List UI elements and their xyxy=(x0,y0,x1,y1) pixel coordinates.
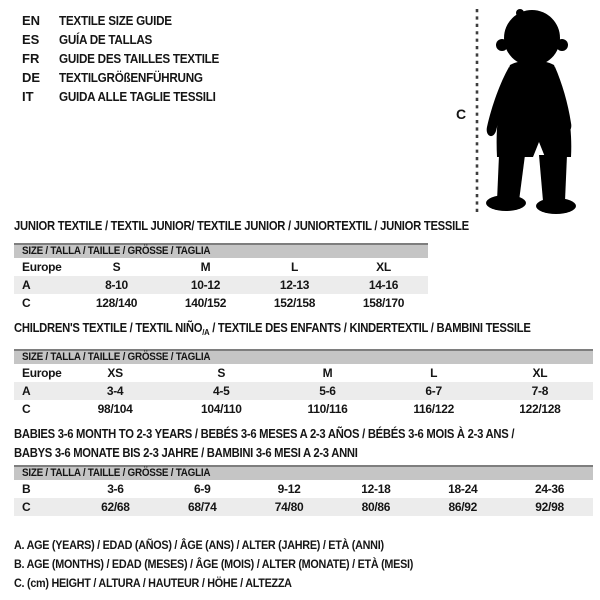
cell-value: 86/92 xyxy=(448,500,477,514)
cell-value: 110/116 xyxy=(307,402,348,416)
cell-value: 12-13 xyxy=(279,278,310,292)
legend-line-a xyxy=(14,536,457,555)
size-header-text: SIZE / TALLA / TAILLE / GRÖSSE / TAGLIA xyxy=(22,245,211,257)
cell-value: 6-9 xyxy=(194,482,211,496)
size-header-text: SIZE / TALLA / TAILLE / GRÖSSE / TAGLIA xyxy=(22,351,211,363)
language-code: ES xyxy=(22,32,40,47)
table-row-a xyxy=(14,382,593,400)
cell-row-label: A xyxy=(22,384,31,398)
children-section-heading-text xyxy=(14,321,531,339)
cell-size: S xyxy=(217,366,226,380)
cell-value: 8-10 xyxy=(105,278,128,292)
cell-value: 9-12 xyxy=(277,482,301,496)
language-code: DE xyxy=(22,70,41,85)
cell-value: 62/68 xyxy=(101,500,130,514)
legend-line-a-text: A. AGE (YEARS) / EDAD (AÑOS) / ÂGE (ANS) / ALTER (JAHRE) / ETÀ (ANNI) xyxy=(14,538,384,552)
size-header-text: SIZE / TALLA / TAILLE / GRÖSSE / TAGLIA xyxy=(22,467,211,479)
cell-value: 6-7 xyxy=(425,384,442,398)
babies-heading-line2: BABYS 3-6 MONATE BIS 2-3 JAHRE / BAMBINI 3-6 MESI A 2-3 ANNI xyxy=(14,446,358,460)
cell-row-label: A xyxy=(22,278,31,292)
language-row xyxy=(22,68,237,87)
cell-value: 158/170 xyxy=(362,296,405,310)
language-code: IT xyxy=(22,89,34,104)
cell-value: 80/86 xyxy=(361,500,391,514)
legend-line-c xyxy=(14,574,457,593)
cell-size: XS xyxy=(107,366,123,380)
language-code: EN xyxy=(22,13,41,28)
size-header-bar xyxy=(14,243,428,258)
children-heading-subscript: /A xyxy=(202,327,210,337)
table-row-b xyxy=(14,480,593,498)
children-table-grid xyxy=(14,364,593,418)
measurement-legend xyxy=(14,536,457,593)
language-row xyxy=(22,11,237,30)
table-row-c xyxy=(14,498,593,516)
cell-size: M xyxy=(322,366,333,380)
language-title: GUÍA DE TALLAS xyxy=(59,32,153,47)
cell-value: 116/122 xyxy=(413,402,454,416)
cell-value: 140/152 xyxy=(184,296,227,310)
cell-value: 92/98 xyxy=(535,500,564,514)
children-section-heading xyxy=(14,321,588,339)
toddler-silhouette-icon xyxy=(460,5,600,215)
cell-size: XL xyxy=(532,366,548,380)
language-title: GUIDA ALLE TAGLIE TESSILI xyxy=(59,89,216,104)
babies-table-grid xyxy=(14,480,593,516)
cell-value: 7-8 xyxy=(531,384,549,398)
cell-value: 104/110 xyxy=(200,402,242,416)
cell-region: Europe xyxy=(22,260,62,274)
cell-value: 152/158 xyxy=(273,296,316,310)
language-title: TEXTILGRÖßENFÜHRUNG xyxy=(59,70,203,85)
cell-row-label: C xyxy=(22,500,31,514)
language-row xyxy=(22,49,237,68)
junior-section-heading-text: JUNIOR TEXTILE / TEXTIL JUNIOR/ TEXTILE JUNIOR / JUNIORTEXTIL / JUNIOR TESSILE xyxy=(14,219,469,233)
cell-value: 122/128 xyxy=(519,402,561,416)
cell-row-label: C xyxy=(22,402,31,416)
junior-size-table xyxy=(14,243,428,312)
legend-line-b-text: B. AGE (MONTHS) / EDAD (MESES) / ÂGE (MOIS) / ALTER (MONATE) / ETÀ (MESI) xyxy=(14,557,414,571)
table-row-a xyxy=(14,276,428,294)
legend-line-c-text: C. (cm) HEIGHT / ALTURA / HAUTEUR / HÖHE / ALTEZZA xyxy=(14,576,292,590)
cell-value: 18-24 xyxy=(448,482,478,496)
babies-size-table xyxy=(14,465,593,516)
cell-value: 4-5 xyxy=(213,384,230,398)
language-title-list xyxy=(22,11,237,106)
cell-region: Europe xyxy=(22,366,62,380)
cell-value: 98/104 xyxy=(97,402,133,416)
cell-value: 68/74 xyxy=(187,500,217,514)
children-heading-rest: / TEXTILE DES ENFANTS / KINDERTEXTIL / BAMBINI TESSILE xyxy=(209,321,531,335)
cell-value: 14-16 xyxy=(368,278,399,292)
table-row-c xyxy=(14,294,428,312)
junior-section-heading xyxy=(14,219,519,233)
babies-section-heading xyxy=(14,425,570,463)
legend-line-b xyxy=(14,555,457,574)
cell-value: 74/80 xyxy=(274,500,304,514)
cell-size: L xyxy=(290,260,299,274)
cell-value: 12-18 xyxy=(361,482,391,496)
table-header-row xyxy=(14,258,428,276)
babies-heading-line1: BABIES 3-6 MONTH TO 2-3 YEARS / BEBÉS 3-6 MESES A 2-3 AÑOS / BÉBÉS 3-6 MOIS À 2-3 ANS / xyxy=(14,427,515,441)
table-row-c xyxy=(14,400,593,418)
cell-value: 5-6 xyxy=(319,384,336,398)
children-size-table xyxy=(14,349,593,418)
cell-row-label: C xyxy=(22,296,31,310)
cell-size: L xyxy=(430,366,438,380)
cell-value: 24-36 xyxy=(534,482,565,496)
language-title: GUIDE DES TAILLES TEXTILE xyxy=(59,51,220,66)
cell-value: 3-4 xyxy=(106,384,124,398)
language-title: TEXTILE SIZE GUIDE xyxy=(59,13,172,28)
cell-size: XL xyxy=(376,260,391,274)
children-heading-main: CHILDREN'S TEXTILE / TEXTIL NIÑO xyxy=(14,321,203,335)
size-header-bar xyxy=(14,465,593,480)
cell-value: 128/140 xyxy=(95,296,138,310)
language-row xyxy=(22,30,237,49)
height-marker-label: C xyxy=(456,106,467,122)
size-header-bar xyxy=(14,349,593,364)
language-row xyxy=(22,87,237,106)
cell-row-label: B xyxy=(22,482,31,496)
baby-height-figure xyxy=(448,5,600,217)
cell-size: M xyxy=(200,260,211,274)
cell-size: S xyxy=(112,260,121,274)
cell-value: 3-6 xyxy=(107,482,124,496)
table-header-row xyxy=(14,364,593,382)
junior-table-grid xyxy=(14,258,428,312)
cell-value: 10-12 xyxy=(190,278,221,292)
language-code: FR xyxy=(22,51,40,66)
